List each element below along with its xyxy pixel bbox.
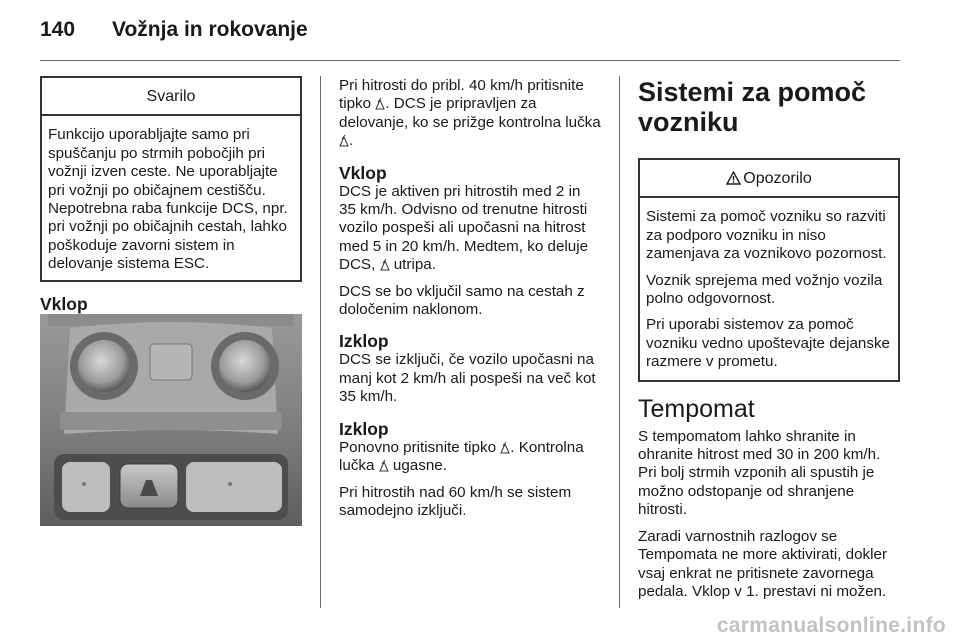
column-1 [40, 76, 302, 314]
column-3 [638, 77, 900, 609]
page-header [40, 18, 308, 42]
vklop-paragraph-2: DCS se bo vključil samo na cestah z določenim naklonom. [339, 282, 585, 319]
izklop-paragraph-1: DCS se izključi, če vozilo upočasni na manj kot 2 km/h ali pospeši na več kot 35 km/h. [339, 351, 596, 406]
vklop-heading: Vklop [339, 162, 387, 183]
column-divider-1 [320, 76, 321, 608]
warning-text: Funkcijo uporabljajte samo pri spuščanju po strmih pobočjih pri vožnji izven ceste. Ne uporabljajte pri vožnji po običajnem cestišču. Nepotrebna raba funkcije DCS, npr. pri vožnji po običajnih cestah, lahko poškoduje zavorni sistem in delovanje sistema ESC. [48, 126, 288, 273]
column-2 [339, 77, 601, 528]
dcs-button-photo [40, 314, 302, 526]
caution-paragraph-1: Sistemi za pomoč vozniku so razviti za podporo vozniku in niso zamenjava za voznikovo pozornost. [646, 208, 887, 263]
izklop2-paragraph-2: Pri hitrostih nad 60 km/h se sistem samodejno izključi. [339, 483, 572, 519]
dcs-intro-paragraph: Pri hitrosti do pribl. 40 km/h pritisnite tipko . DCS je pripravljen za delovanje, ko se prižge kontrolna lučka . [339, 77, 601, 150]
caution-paragraph-2: Voznik sprejema med vožnjo vozila polno odgovornost. [646, 271, 883, 308]
caution-header [640, 160, 898, 198]
tempomat-heading: Tempomat [638, 394, 755, 423]
izklop-heading-2: Izklop [339, 418, 389, 439]
hill-descent-icon [380, 258, 390, 271]
warning-box [40, 76, 302, 282]
vklop-heading-col1: Vklop [40, 293, 88, 314]
warning-title: Svarilo [42, 78, 300, 116]
caution-paragraph-3: Pri uporabi sistemov za pomoč vozniku vedno upoštevajte dejanske razmere v prometu. [646, 316, 891, 371]
hill-descent-icon [379, 459, 389, 472]
hill-descent-icon [500, 441, 510, 454]
tempomat-paragraph-1: S tempomatom lahko shranite in ohranite hitrost med 30 in 200 km/h. Pri bolj strmih vzponih ali spustih je možno odstopanje od shranjene hitrosti. [638, 427, 881, 519]
watermark: carmanualsonline.info [716, 614, 946, 637]
page-title: Vožnja in rokovanje [112, 18, 308, 41]
izklop2-paragraph-1: Ponovno pritisnite tipko . Kontrolna lučka ugasne. [339, 438, 584, 475]
section-title: Sistemi za pomoč vozniku [638, 77, 867, 137]
tempomat-paragraph-2: Zaradi varnostnih razlogov se Tempomata ne more aktivirati, dokler vsaj enkrat ne pritisnete zavornega pedala. Vklop v 1. prestavi ni možen. [638, 527, 888, 600]
warning-triangle-icon [726, 171, 741, 185]
vklop-paragraph-1: DCS je aktiven pri hitrostih med 2 in 35 km/h. Odvisno od trenutne hitrosti vozilo pospeši ali upočasni na hitrost med 5 in 20 km/h. Medtem, ko deluje DCS, utripa. [339, 182, 589, 274]
column-divider-2 [619, 76, 620, 608]
hill-descent-icon [339, 134, 349, 147]
caution-box [638, 158, 900, 382]
page-number: 140 [40, 18, 76, 41]
caution-title: Opozorilo [743, 170, 812, 187]
izklop-heading-1: Izklop [339, 331, 389, 352]
hill-descent-icon [375, 97, 385, 110]
header-rule [40, 60, 900, 61]
